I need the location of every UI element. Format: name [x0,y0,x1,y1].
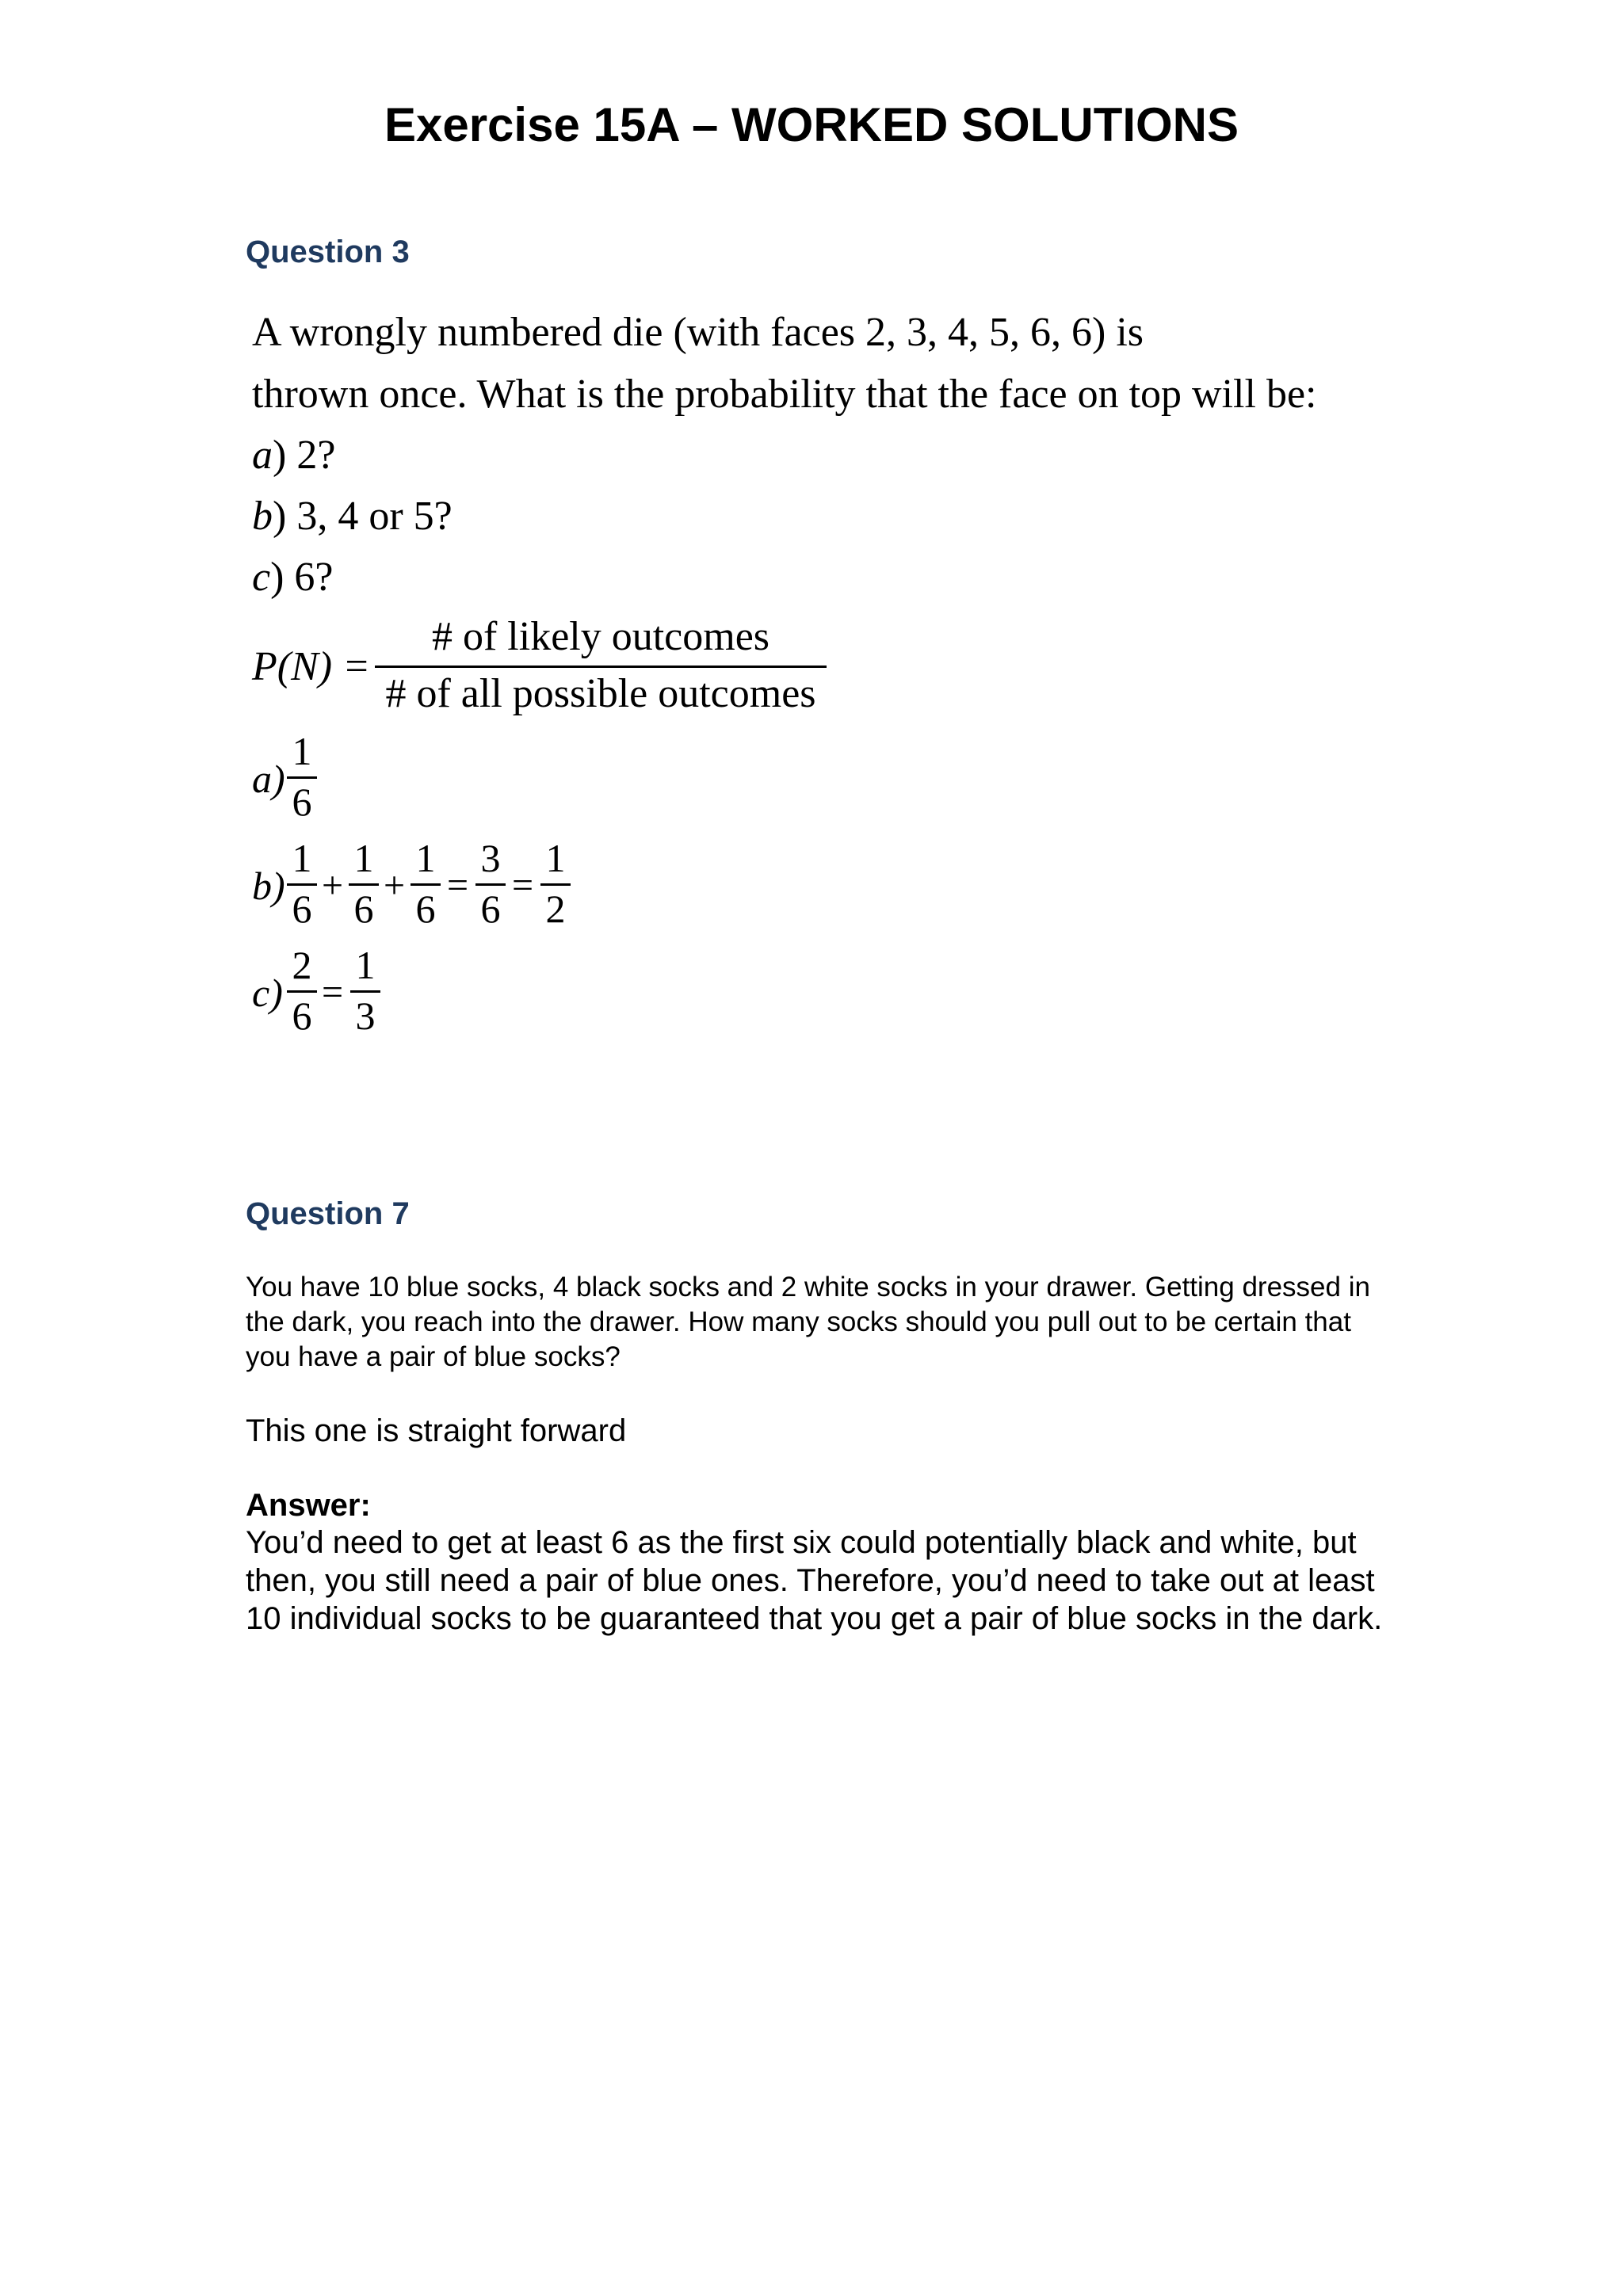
q3-part-c [252,552,334,603]
formula-denominator: # of all possible outcomes [385,671,816,716]
fraction-denominator: 6 [480,887,501,931]
q3-part-b-label: b [252,494,273,539]
sol-a-fraction [287,729,317,824]
equals-sign: = [322,971,344,1013]
fraction-denominator: 6 [292,887,312,931]
fraction-denominator: 6 [292,994,312,1038]
sol-c-label: c) [252,971,283,1015]
fraction-bar [287,883,317,886]
sol-c-fraction-2 [350,943,380,1038]
sol-c-fraction-1 [287,943,317,1038]
q7-answer-text: You’d need to get at least 6 as the first six could potentially black and white, but then, you still need a pair of blue ones. Therefore, you’d need to take out at least 10 individual socks to be guaranteed that you get a pair of blue socks in the dark. [246,1525,1383,1636]
q3-part-a [252,430,335,481]
fraction-denominator: 6 [292,780,312,824]
fraction-numerator: 2 [292,943,312,987]
q3-part-b [252,491,453,542]
fraction-numerator: 1 [353,836,374,880]
page-title: Exercise 15A – WORKED SOLUTIONS [384,98,1239,151]
plus-sign: + [322,864,344,906]
fraction-bar [475,883,506,886]
probability-formula [252,612,823,723]
fraction-numerator: 1 [292,729,312,773]
question-3-heading: Question 3 [246,235,410,269]
fraction-bar [411,883,441,886]
q7-problem-text: You have 10 blue socks, 4 black socks and 2 white socks in your drawer. Getting dressed in the dark, you reach into the drawer. How many socks should you pull out to be certain that you have a pair of blue socks? [246,1272,1370,1372]
formula-numerator: # of likely outcomes [431,614,770,659]
fraction-numerator: 1 [355,943,376,987]
fraction-numerator: 1 [545,836,566,880]
fraction-bar [287,776,317,779]
sol-b-fraction-4 [475,836,506,931]
q3-part-a-text: ) 2? [273,433,336,478]
sol-b-fraction-2 [349,836,379,931]
q7-note: This one is straight forward [246,1413,627,1448]
fraction-denominator: 2 [545,887,566,931]
fraction-numerator: 1 [415,836,436,880]
q3-part-b-text: ) 3, 4 or 5? [273,494,453,539]
q3-problem-line-1: A wrongly numbered die (with faces 2, 3, 4, 5, 6, 6) is [252,310,1144,355]
sol-b-fraction-3 [411,836,441,931]
fraction-denominator: 6 [353,887,374,931]
q3-part-a-label: a [252,433,273,478]
q3-part-c-text: ) 6? [270,555,334,600]
sol-b-fraction-1 [287,836,317,931]
sol-b-label: b) [252,864,285,908]
fraction-denominator: 3 [355,994,376,1038]
sol-b-fraction-5 [540,836,571,931]
fraction-bar [349,883,379,886]
equals-sign: = [512,864,534,906]
formula-fraction-bar [375,666,827,668]
q7-answer-label: Answer: [246,1488,371,1523]
fraction-bar [540,883,571,886]
q3-problem-line-2: thrown once. What is the probability that the face on top will be: [252,372,1317,417]
formula-lhs: P(N) = [252,644,371,689]
equals-sign: = [447,864,469,906]
fraction-bar [350,990,380,993]
fraction-bar [287,990,317,993]
plus-sign: + [384,864,406,906]
q3-part-c-label: c [252,555,271,600]
fraction-numerator: 3 [480,836,501,880]
question-7-heading: Question 7 [246,1196,410,1231]
fraction-denominator: 6 [415,887,436,931]
sol-a-label: a) [252,757,285,801]
fraction-numerator: 1 [292,836,312,880]
